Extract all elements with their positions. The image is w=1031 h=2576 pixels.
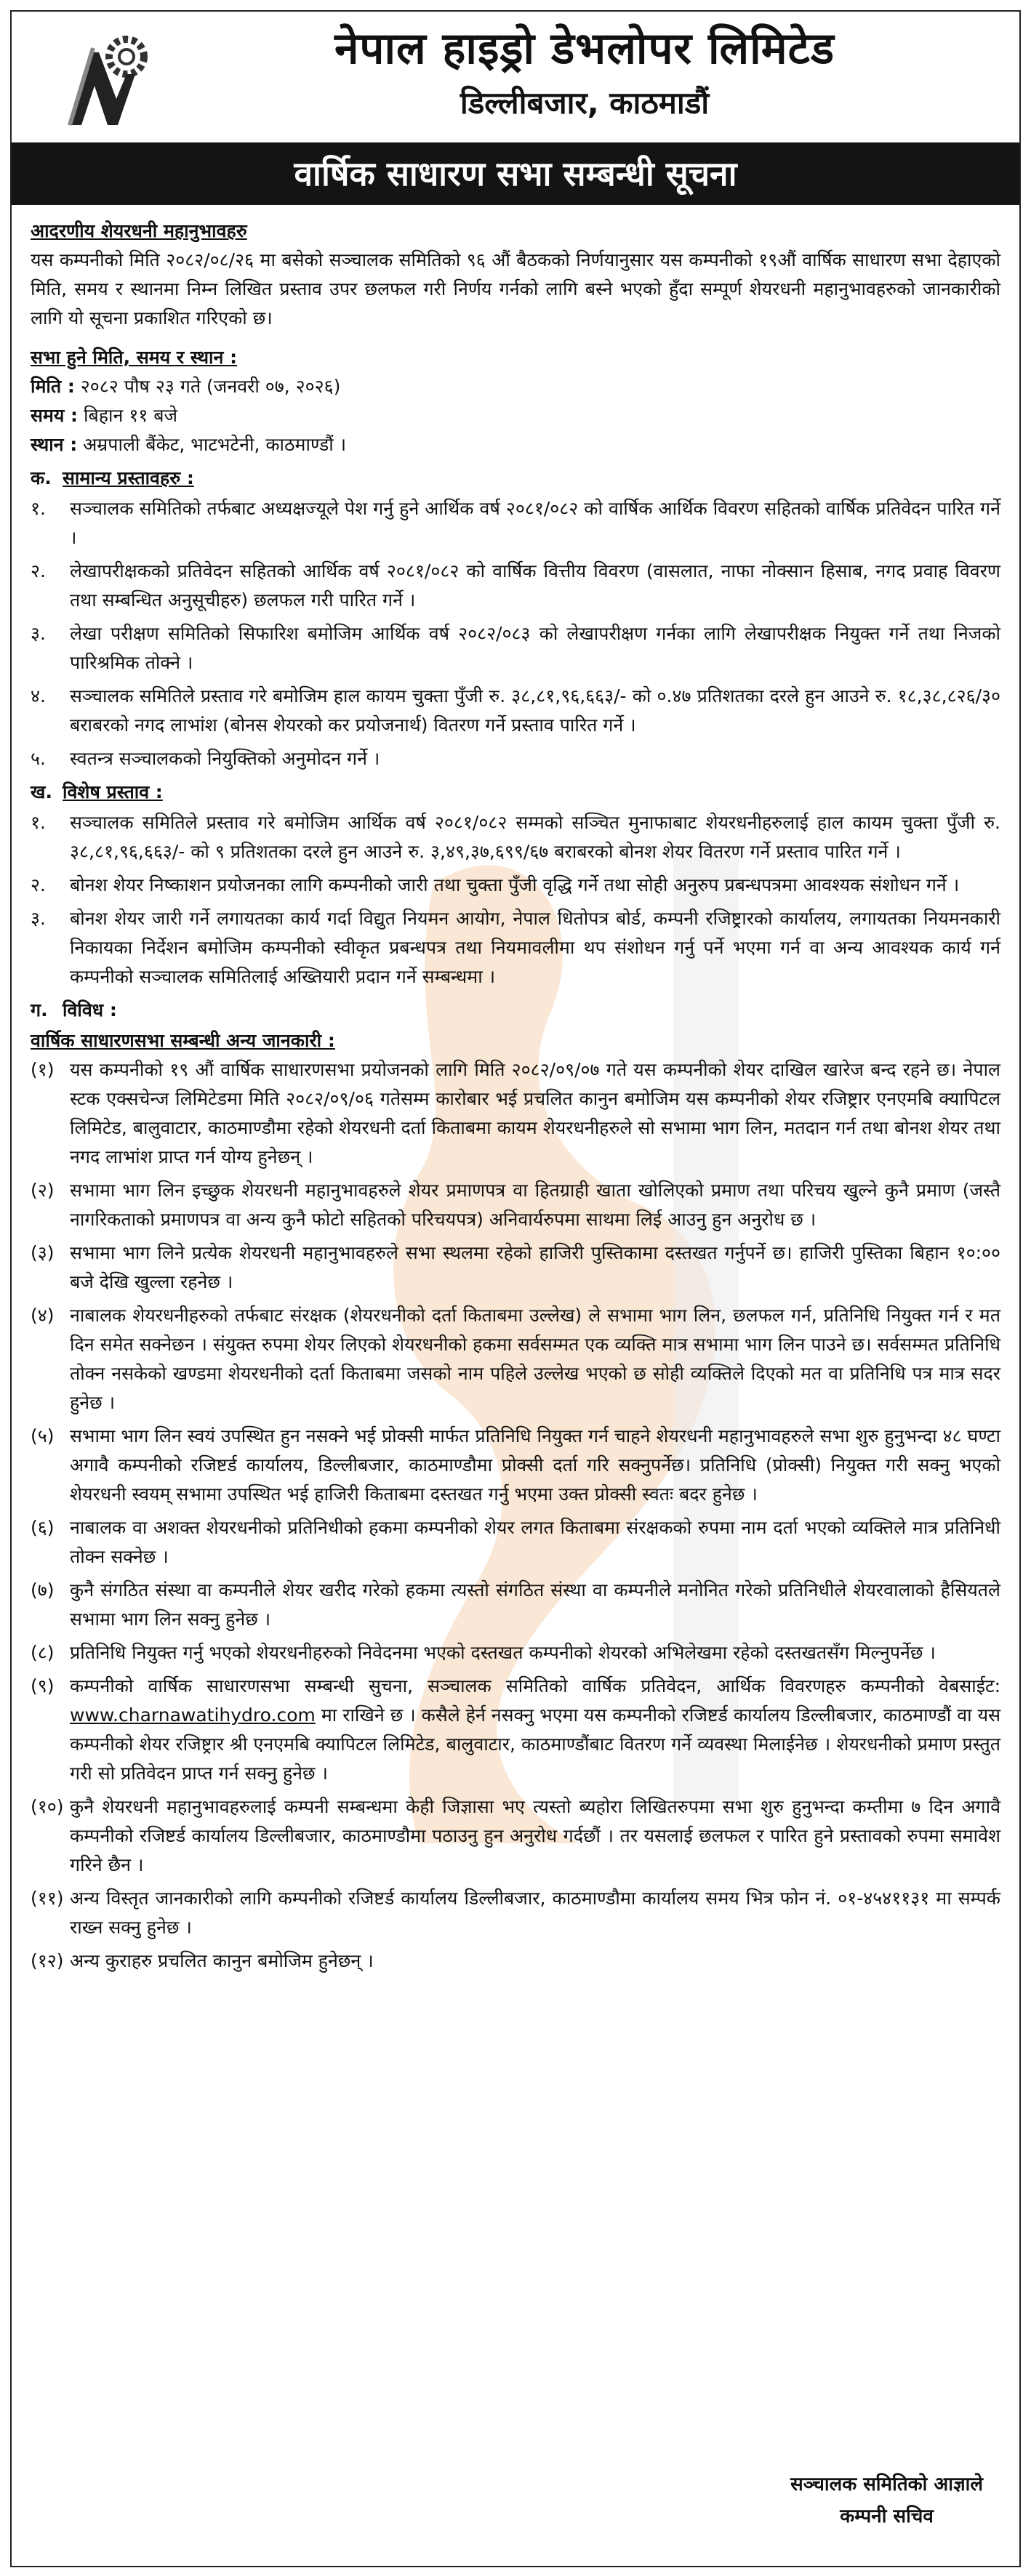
item-number: ४. [31,685,46,707]
time-value: बिहान ११ बजे [78,405,178,426]
general-proposals-list [31,494,1000,773]
company-address: डिल्लीबजार, काठमाडौं [460,85,710,121]
general-proposal-item [31,682,1000,740]
item-number: १. [31,498,46,519]
item-text-part: मा राखिने छ । कसैले हेर्न नसक्नु भएमा यस कम्पनीको रजिष्टर्ड कार्यालय डिल्लीबजार, काठमाण्डौं वा यस कम्पनीको शेयर रजिष्ट्रार श्री एनएमबि क्यापिटल लिमिटेड, बालुवाटार, काठमाण्डौंबाट वितरण गर्ने व्यवस्था मिलाईनेछ । शेयरधनीको प्रमाण प्रस्तुत गरी सो प्रतिवेदन प्राप्त गर्न सक्नु हुनेछ । [70,1704,1000,1784]
item-number: (१) [31,1059,55,1080]
special-proposal-item [31,871,1000,900]
item-number: (८) [31,1642,55,1663]
item-text: सभामा भाग लिन स्वयं उपस्थित हुन नसक्ने भई प्रोक्सी मार्फत प्रतिनिधि नियुक्त गर्न चाहने शेयरधनी महानुभावहरुले सभा शुरु हुनुभन्दा ४८ घण्टा अगावै कम्पनीको रजिष्टर्ड कार्यालय, डिल्लीबजार, काठमाण्डौमा प्रोक्सी दर्ता गरि सक्नुपर्नेछ। प्रतिनिधि (प्रोक्सी) नियुक्त गरी सक्नु भएको शेयरधनी स्वयम् सभामा उपस्थित भई हाजिरी किताबमा दस्तखत गर्नु भएमा उक्त प्रोक्सी स्वतः बदर हुनेछ । [70,1425,1000,1505]
place-label: स्थान : [31,434,78,455]
website-link[interactable]: www.charnawatihydro.com [70,1704,316,1726]
item-number: ३. [31,908,46,929]
item-number: २. [31,560,46,581]
item-text: अन्य विस्तृत जानकारीको लागि कम्पनीको रजिष्टर्ड कार्यालय डिल्लीबजार, काठमाण्डौमा कार्यालय समय भित्र फोन नं. ०१-४५४११३१ मा सम्पर्क राख्न सक्नु हुनेछ । [70,1888,1000,1938]
special-proposal-item [31,904,1000,991]
item-text: सञ्चालक समितिले प्रस्ताव गरे बमोजिम आर्थिक वर्ष २०८१/०८२ सम्मको सञ्चित मुनाफाबाट शेयरधनीहरुलाई हाल कायम चुक्ता पुँजी रु. ३८,८१,९६,६६३/- को ९ प्रतिशतका दरले हुन आउने रु. ३,४९,३७,६९९/६७ बराबरको बोनश शेयर वितरण गर्ने प्रस्ताव पारित गर्ने । [70,812,1000,862]
section-title: विशेष प्रस्ताव : [63,781,163,802]
info-item [31,1947,1000,1976]
item-text: प्रतिनिधि नियुक्त गर्नु भएको शेयरधनीहरुको निवेदनमा भएको दस्तखत कम्पनीको शेयरको अभिलेखमा रहेको दस्तखतसँग मिल्नुपर्नेछ । [70,1642,936,1663]
header [12,12,1019,135]
info-item [31,1576,1000,1634]
item-text: स्वतन्त्र सञ्चालकको नियुक्तिको अनुमोदन गर्ने । [70,748,380,769]
info-item [31,1792,1000,1880]
other-info-list [31,1055,1000,1976]
special-proposal-item [31,808,1000,866]
date-label: मिति : [31,376,75,397]
notice-body [31,217,1000,1980]
other-info-heading: वार्षिक साधारणसभा सम्बन्धी अन्य जानकारी : [31,1030,335,1051]
item-number: ५. [31,748,46,769]
item-number: (७) [31,1579,55,1601]
item-number: (४) [31,1305,55,1326]
date-value: २०८२ पौष २३ गते (जनवरी ०७, २०२६) [74,376,341,397]
item-number: ३. [31,623,46,644]
item-number: (३) [31,1242,55,1263]
time-label: समय : [31,405,79,426]
general-proposal-item [31,744,1000,773]
info-item [31,1884,1000,1942]
item-text: कुनै संगठित संस्था वा कम्पनीले शेयर खरीद गरेको हकमा त्यस्तो संगठित संस्था वा कम्पनीले मनोनित गरेको प्रतिनिधीले शेयरवालाको हैसियतले सभामा भाग लिन सक्नु हुनेछ । [70,1579,1000,1630]
info-item [31,1672,1000,1788]
meeting-place [31,430,1000,459]
general-proposal-item [31,557,1000,615]
info-item [31,1638,1000,1667]
item-text: नाबालक शेयरधनीहरुको तर्फबाट संरक्षक (शेयरधनीको दर्ता किताबमा उल्लेख) ले सभामा भाग लिन, छलफल गर्न, प्रतिनिधि नियुक्त गर्न र मत दिन समेत सक्नेछन । संयुक्त रुपमा शेयर लिएको शेयरधनीको हकमा सर्वसम्मत एक व्यक्ति मात्र सभामा भाग लिन पाउने छ। सर्वसम्मत प्रतिनिधि तोक्न नसकेको खण्डमा शेयरधनीको दर्ता किताबमा जसको नाम पहिले उल्लेख भएको छ सोही व्यक्तिले दिएको मत वा प्रतिनिधि पत्र मात्र सदर हुनेछ । [70,1305,1000,1413]
meeting-time [31,401,1000,430]
item-number: (२) [31,1180,55,1201]
info-item [31,1176,1000,1234]
item-number: २. [31,874,46,895]
item-text: सभामा भाग लिने प्रत्येक शेयरधनी महानुभावहरुले सभा स्थलमा रहेको हाजिरी पुस्तिकामा दस्तखत गर्नुपर्ने छ। हाजिरी पुस्तिका बिहान १०:०० बजे देखि खुल्ला रहनेछ । [70,1242,1000,1292]
general-proposal-item [31,619,1000,677]
item-number: (१०) [31,1796,64,1817]
info-item [31,1513,1000,1571]
misc-section-heading [31,996,1000,1025]
special-section-heading [31,778,1000,807]
section-key: ख. [31,781,52,802]
notice-frame [10,10,1021,2567]
item-text: कुनै शेयरधनी महानुभावहरुलाई कम्पनी सम्बन्धमा केही जिज्ञासा भए त्यस्तो ब्यहोरा लिखितरुपमा सभा शुरु हुनुभन्दा कम्तीमा ७ दिन अगावै कम्पनीको रजिष्टर्ड कार्यालय डिल्लीबजार, काठमाण्डौमा पठाउनु हुन अनुरोध गर्दछौं । तर यसलाई छलफल र पारित हुने प्रस्तावको रुपमा समावेश गरिने छैन । [70,1796,1000,1875]
item-text: बोनश शेयर जारी गर्ने लगायतका कार्य गर्दा विद्युत नियमन आयोग, नेपाल धितोपत्र बोर्ड, कम्पनी रजिष्ट्रारको कार्यालय, लगायतका नियमनकारी निकायका निर्देशन बमोजिम कम्पनीको स्वीकृत प्रबन्धपत्र तथा नियमावलीमा थप संशोधन गर्नु पर्ने भएमा गर्न वा अन्य आवश्यक कार्य गर्न कम्पनीको सञ्चालक समितिलाई अख्तियारी प्रदान गर्ने सम्बन्धमा । [70,908,1000,987]
item-number: १. [31,812,46,833]
section-title: विविध : [63,999,117,1021]
item-number: (१२) [31,1950,64,1971]
section-key: ग. [31,999,48,1021]
company-name: नेपाल हाइड्रो डेभलोपर लिमिटेड [334,23,835,74]
item-text: अन्य कुराहरु प्रचलित कानुन बमोजिम हुनेछन् । [70,1950,374,1971]
item-text-part: कम्पनीको वार्षिक साधारणसभा सम्बन्धी सुचना, सञ्चालक समितिको वार्षिक प्रतिवेदन, आर्थिक विवरणहरु कम्पनीको वेबसाईट: [70,1675,1000,1696]
info-item [31,1239,1000,1297]
section-key: क. [31,467,52,488]
meeting-heading: सभा हुने मिति, समय र स्थान : [31,347,238,368]
item-text: सञ्चालक समितिले प्रस्ताव गरे बमोजिम हाल कायम चुक्ता पुँजी रु. ३८,८१,९६,६६३/- को ०.४७ प्रतिशतका दरले हुन आउने रु. १८,३८,८२६/३० बराबरको नगद लाभांश (बोनस शेयरको कर प्रयोजनार्थ) वितरण गर्ने प्रस्ताव पारित गर्ने । [70,685,1000,736]
company-logo [55,23,164,132]
info-item [31,1301,1000,1417]
info-item [31,1055,1000,1172]
salutation: आदरणीय शेयरधनी महानुभावहरु [31,220,247,241]
intro-paragraph: यस कम्पनीको मिति २०८२/०८/२६ मा बसेको सञ्चालक समितिको ९६ औं बैठकको निर्णयानुसार यस कम्पनीको १९औं वार्षिक साधारण सभा देहाएको मिति, समय र स्थानमा निम्न लिखित प्रस्ताव उपर छलफल गरी निर्णय गर्नको लागि बस्ने भएको हुँदा सम्पूर्ण शेयरधनी महानुभावहरुको जानकारीको लागि यो सूचना प्रकाशित गरिएको छ। [31,249,1000,329]
notice-title: वार्षिक साधारण सभा सम्बन्धी सूचना [12,142,1019,205]
item-number: (५) [31,1425,55,1446]
item-text: लेखापरीक्षकको प्रतिवेदन सहितको आर्थिक वर्ष २०८१/०८२ को वार्षिक वित्तीय विवरण (वासलात, नाफा नोक्सान हिसाब, नगद प्रवाह विवरण तथा सम्बन्धित अनुसूचीहरु) छलफल गरी पारित गर्ने । [70,560,1000,611]
item-number: (९) [31,1675,55,1696]
item-text: बोनश शेयर निष्काशन प्रयोजनका लागि कम्पनीको जारी तथा चुक्ता पुँजी वृद्धि गर्ने तथा सोही अनुरुप प्रबन्धपत्रमा आवश्यक संशोधन गर्ने । [70,874,960,895]
special-proposals-list [31,808,1000,991]
signature-line-1: सञ्चालक समितिको आज्ञाले [790,2474,983,2495]
item-text: सभामा भाग लिन इच्छुक शेयरधनी महानुभावहरुले शेयर प्रमाणपत्र वा हितग्राही खाता खोलिएको प्रमाण तथा परिचय खुल्ने कुनै प्रमाण (जस्तै नागरिकताको प्रमाणपत्र वा अन्य कुनै फोटो सहितको परिचयपत्र) अनिवार्यरुपमा साथमा लिई आउनु हुन अनुरोध छ । [70,1180,1000,1230]
general-section-heading [31,464,1000,493]
item-number: (६) [31,1517,55,1538]
section-title: सामान्य प्रस्तावहरु : [63,467,194,488]
item-text [70,1672,1000,1788]
item-text: नाबालक वा अशक्त शेयरधनीको प्रतिनिधीको हकमा कम्पनीको शेयर लगत किताबमा संरक्षकको रुपमा नाम दर्ता भएको व्यक्तिले मात्र प्रतिनिधी तोक्न सक्नेछ । [70,1517,1000,1567]
signature-line-2: कम्पनी सचिव [840,2505,934,2527]
info-item [31,1422,1000,1509]
item-text: यस कम्पनीको १९ औं वार्षिक साधारणसभा प्रयोजनको लागि मिति २०८२/०९/०७ गते यस कम्पनीको शेयर दाखिल खारेज बन्द रहने छ। नेपाल स्टक एक्सचेन्ज लिमिटेडमा मिति २०८२/०९/०६ गतेसम्म कारोबार भई प्रचलित कानुन बमोजिम यस कम्पनीको शेयर रजिष्ट्रार एनएमबि क्यापिटल लिमिटेड, बालुवाटार, काठमाण्डौमा रहेको शेयरधनी दर्ता किताबमा कायम शेयरधनीहरुले सो सभामा भाग लिन, मतदान गर्न तथा बोनश शेयर तथा नगद लाभांश प्राप्त गर्न योग्य हुनेछन् । [70,1059,1000,1167]
item-text: सञ्चालक समितिको तर्फबाट अध्यक्षज्यूले पेश गर्नु हुने आर्थिक वर्ष २०८१/०८२ को वार्षिक आर्थिक विवरण सहितको वार्षिक प्रतिवेदन पारित गर्ने । [70,498,1000,548]
meeting-date [31,372,1000,401]
signature-block [790,2468,983,2532]
item-number: (११) [31,1888,64,1909]
place-value: अम्रपाली बैंकेट, भाटभटेनी, काठमाण्डौं । [77,434,347,455]
general-proposal-item [31,494,1000,552]
item-text: लेखा परीक्षण समितिको सिफारिश बमोजिम आर्थिक वर्ष २०८२/०८३ को लेखापरीक्षण गर्नका लागि लेखापरीक्षक नियुक्त गर्ने तथा निजको पारिश्रमिक तोक्ने । [70,623,1000,673]
